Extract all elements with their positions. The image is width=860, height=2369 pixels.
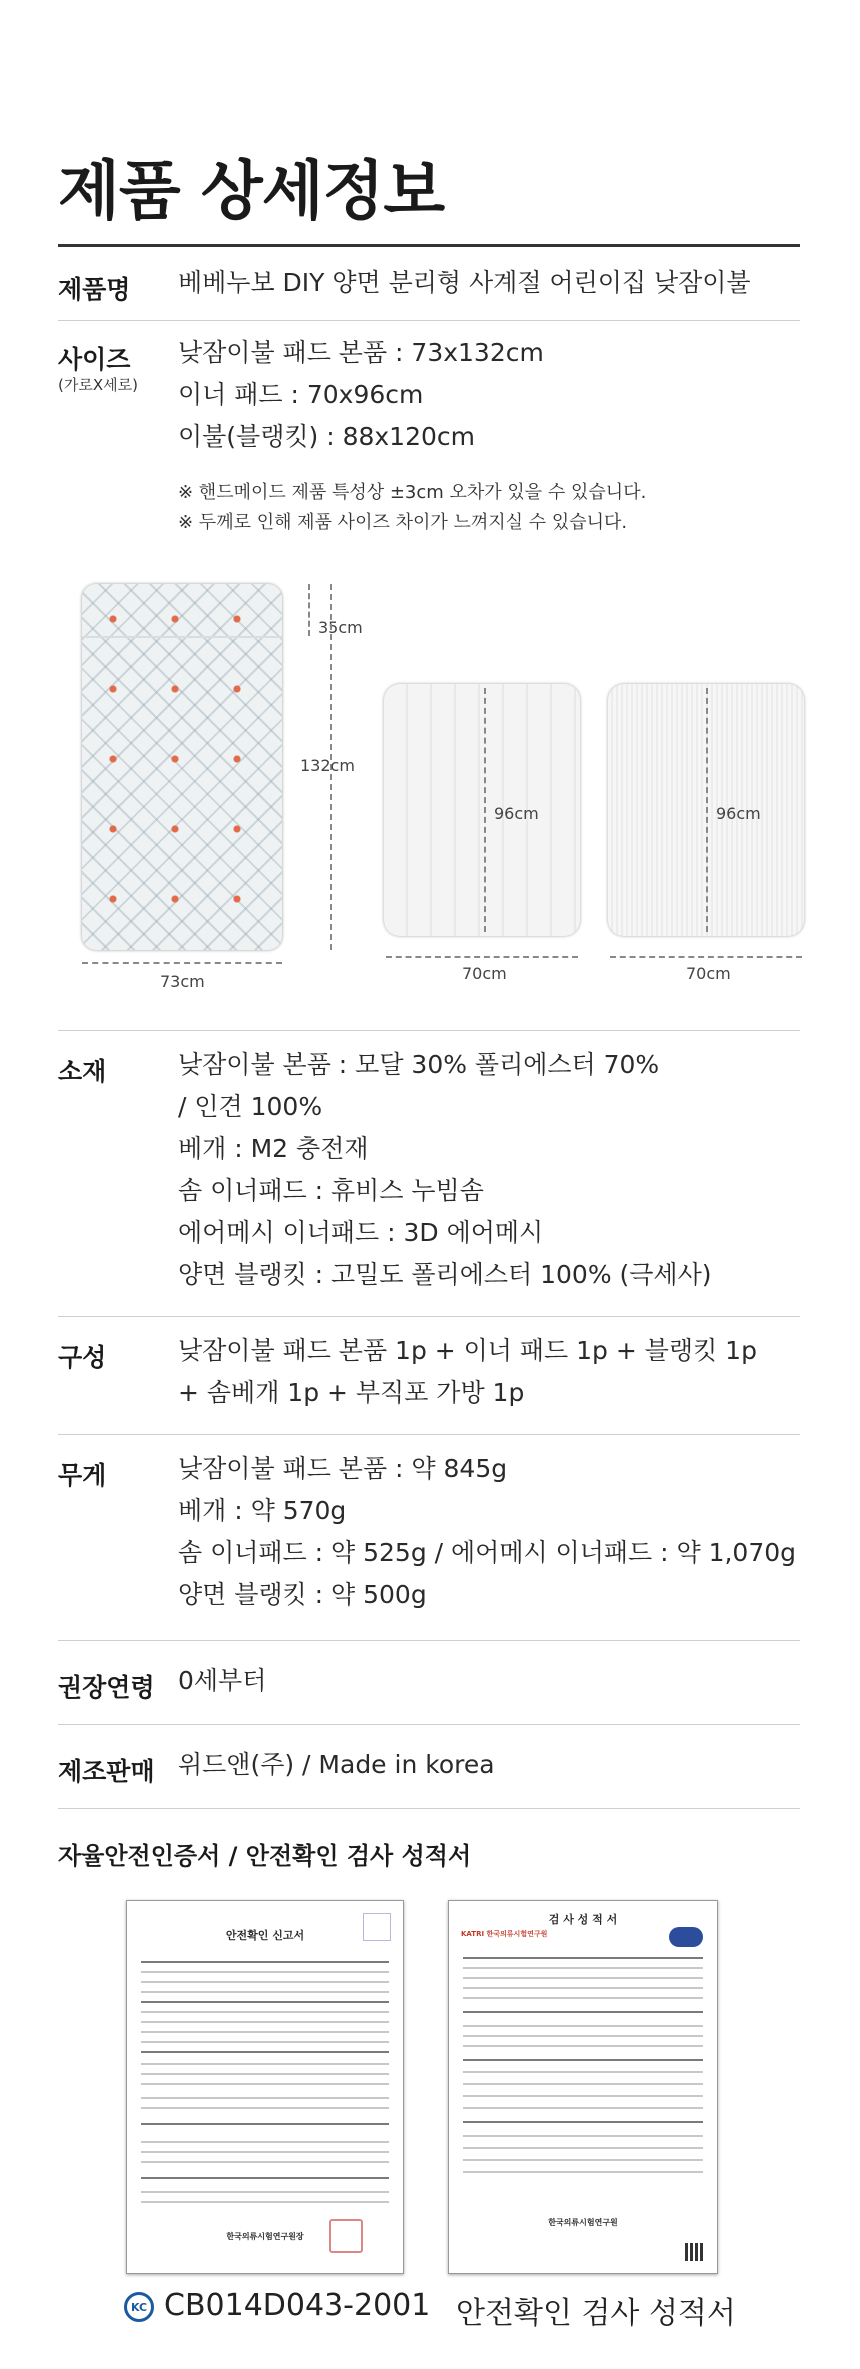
divider <box>58 320 800 321</box>
age-label: 권장연령 <box>58 1673 155 1702</box>
material-line: 양면 블랭킷 : 고밀도 폴리에스터 100% (극세사) <box>178 1260 712 1289</box>
inner-mesh-width-line <box>610 956 802 958</box>
pillow-section <box>82 584 282 638</box>
size-line: 낮잠이불 패드 본품 : 73x132cm <box>178 338 544 367</box>
composition-label: 구성 <box>58 1343 107 1372</box>
qr-code <box>685 2243 703 2261</box>
name-label: 제품명 <box>58 275 131 304</box>
official-seal <box>329 2219 363 2253</box>
main-height-label: 132cm <box>300 756 355 775</box>
weight-line: 솜 이너패드 : 약 525g / 에어메시 이너패드 : 약 1,070g <box>178 1538 797 1567</box>
inner-mesh-width-label: 70cm <box>686 964 731 983</box>
inner-cotton-width-line <box>386 956 578 958</box>
pillow-dimension-label: 35cm <box>318 618 363 637</box>
size-label: 사이즈 <box>58 345 131 374</box>
material-line: 낮잠이불 본품 : 모달 30% 폴리에스터 70% <box>178 1050 660 1079</box>
report-footer: 한국의류시험연구원 <box>548 2218 618 2227</box>
size-sublabel: (가로X세로) <box>58 376 138 394</box>
main-pad-image <box>82 584 282 950</box>
divider <box>58 1724 800 1725</box>
inner-cotton-height-line <box>484 688 486 932</box>
test-report-image <box>448 1900 718 2274</box>
composition-line: + 솜베개 1p + 부직포 가방 1p <box>178 1378 525 1407</box>
katri-badge <box>669 1927 703 1947</box>
report-heading: 검 사 성 적 서 <box>548 1913 618 1926</box>
inner-mesh-height-label: 96cm <box>716 804 761 823</box>
main-width-label: 73cm <box>160 972 205 991</box>
certificate-heading: 안전확인 신고서 <box>225 1929 305 1942</box>
size-line: 이불(블랭킷) : 88x120cm <box>178 422 475 451</box>
weight-line: 베개 : 약 570g <box>178 1496 347 1525</box>
pillow-dimension-line <box>308 584 310 636</box>
divider <box>58 1030 800 1031</box>
safety-certificate-image <box>126 1900 404 2274</box>
divider <box>58 1316 800 1317</box>
maker-value: 위드앤(주) / Made in korea <box>178 1750 495 1779</box>
inner-mesh-height-line <box>706 688 708 932</box>
inner-cotton-width-label: 70cm <box>462 964 507 983</box>
stamp-box <box>363 1913 391 1941</box>
katri-logo: KATRI 한국의류시험연구원 <box>461 1930 548 1938</box>
certificate-footer: 한국의류시험연구원장 <box>226 2232 304 2241</box>
maker-label: 제조판매 <box>58 1757 155 1786</box>
material-line: / 인견 100% <box>178 1092 323 1121</box>
weight-line: 양면 블랭킷 : 약 500g <box>178 1580 427 1609</box>
size-note: ※ 핸드메이드 제품 특성상 ±3cm 오차가 있을 수 있습니다. <box>178 482 647 503</box>
inner-cotton-height-label: 96cm <box>494 804 539 823</box>
age-value: 0세부터 <box>178 1666 267 1695</box>
weight-line: 낮잠이불 패드 본품 : 약 845g <box>178 1454 508 1483</box>
size-note: ※ 두께로 인해 제품 사이즈 차이가 느껴지실 수 있습니다. <box>178 512 628 533</box>
inner-cotton-pad-image <box>384 684 580 936</box>
divider <box>58 1808 800 1809</box>
name-value: 베베누보 DIY 양면 분리형 사계절 어린이집 낮잠이불 <box>178 268 751 297</box>
title-divider <box>58 244 800 247</box>
material-label: 소재 <box>58 1057 107 1086</box>
certificates-title: 자율안전인증서 / 안전확인 검사 성적서 <box>58 1842 472 1870</box>
test-report-caption: 안전확인 검사 성적서 <box>456 2296 736 2331</box>
material-line: 에어메시 이너패드 : 3D 에어메시 <box>178 1218 544 1247</box>
composition-line: 낮잠이불 패드 본품 1p + 이너 패드 1p + 블랭킷 1p <box>178 1336 757 1365</box>
divider <box>58 1434 800 1435</box>
kc-mark-icon: KC <box>124 2292 154 2322</box>
kc-certificate-code: CB014D043-2001 <box>164 2288 431 2323</box>
page-title: 제품 상세정보 <box>58 155 445 229</box>
product-size-illustration <box>0 560 860 1000</box>
divider <box>58 1640 800 1641</box>
weight-label: 무게 <box>58 1461 107 1490</box>
size-line: 이너 패드 : 70x96cm <box>178 380 424 409</box>
material-line: 솜 이너패드 : 휴비스 누빔솜 <box>178 1176 484 1205</box>
main-width-dimension-line <box>82 962 282 964</box>
material-line: 베개 : M2 충전재 <box>178 1134 369 1163</box>
